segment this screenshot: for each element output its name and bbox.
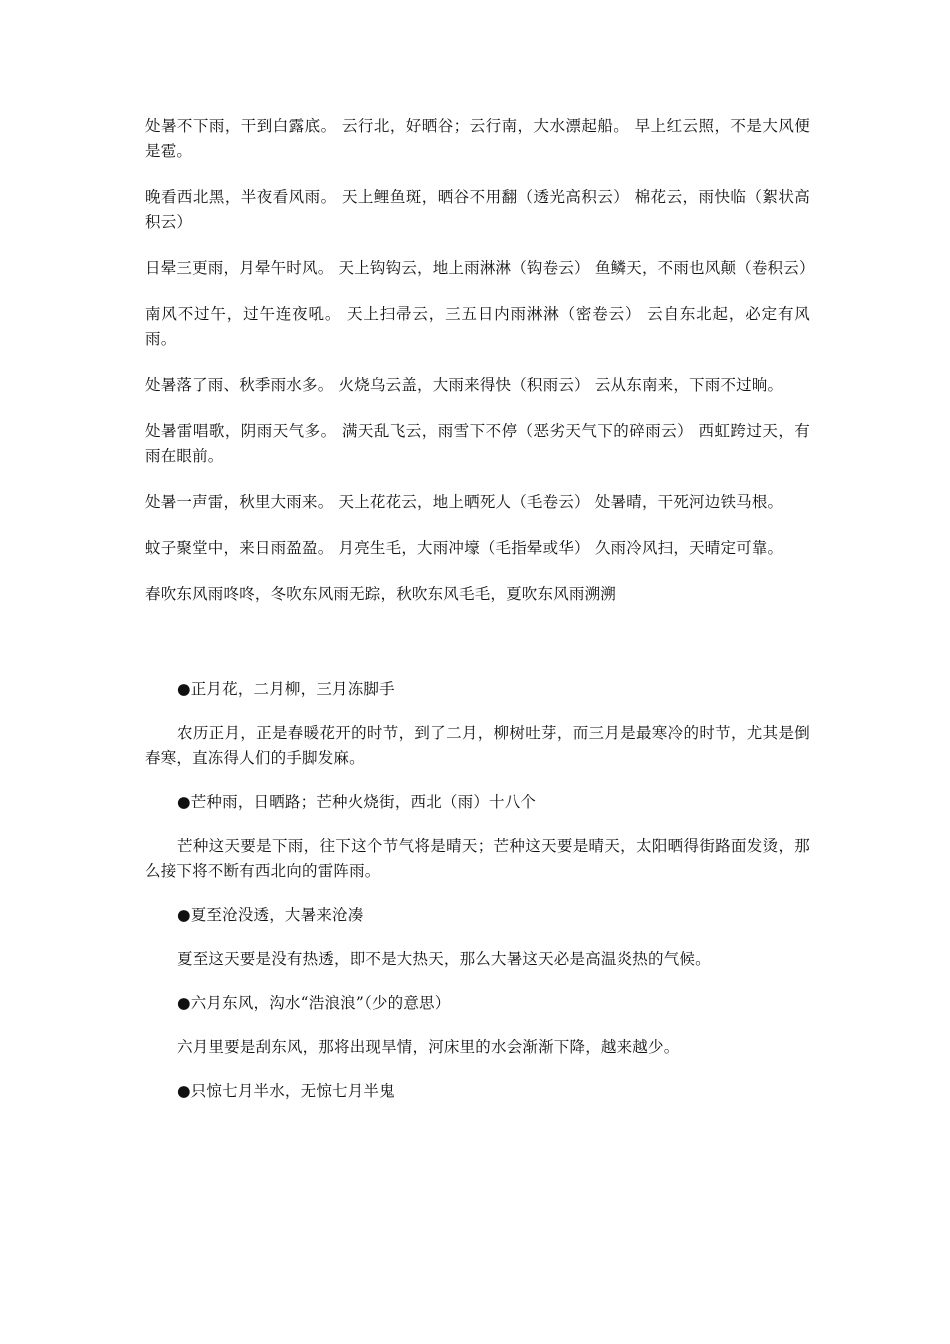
section-explanation: 芒种这天要是下雨，往下这个节气将是晴天；芒种这天要是晴天，太阳晒得街路面发烫，那么接下将不断有西北向的雷阵雨。 [145,837,810,880]
section-heading [145,677,810,702]
proverb-paragraph: 处暑雷唱歌，阴雨天气多。 满天乱飞云，雨雪下不停（恶劣天气下的碎雨云） 西虹跨过天，有雨在眼前。 [145,422,810,465]
proverb-paragraph: 春吹东风雨咚咚，冬吹东风雨无踪，秋吹东风毛毛，夏吹东风雨溯溯 [145,585,617,603]
section-explanation: 六月里要是刮东风，那将出现旱情，河床里的水会渐渐下降，越来越少。 [177,1038,680,1056]
bullet-icon: ● [177,994,191,1012]
proverb-paragraph: 蚊子聚堂中，来日雨盈盈。 月亮生毛，大雨冲壕（毛指晕或华） 久雨冷风扫，天晴定可靠。 [145,539,784,557]
proverb-paragraph: 晚看西北黑，半夜看风雨。 天上鲤鱼斑，晒谷不用翻（透光高积云） 棉花云，雨快临（絮状高积云） [145,188,810,231]
section-heading-text: 只惊七月半水，无惊七月半鬼 [190,1082,395,1100]
section-heading [145,790,810,815]
section-heading-text: 正月花，二月柳，三月冻脚手 [190,680,395,698]
proverb-paragraph: 处暑一声雷，秋里大雨来。 天上花花云，地上晒死人（毛卷云） 处暑晴，干死河边铁马根。 [145,493,784,511]
section-heading-text: 夏至沧没透，大暑来沧凑 [190,906,364,924]
bullet-icon: ● [177,680,191,698]
section-heading-text: 芒种雨，日晒路；芒种火烧街，西北（雨）十八个 [190,793,537,811]
bullet-icon: ● [177,1082,191,1100]
section-heading [145,991,810,1016]
bullet-icon: ● [177,793,191,811]
proverb-paragraph: 南风不过午，过午连夜吼。 天上扫帚云，三五日内雨淋淋（密卷云） 云自东北起，必定有风雨。 [145,305,810,348]
proverb-paragraph: 日晕三更雨，月晕午时风。 天上钩钩云，地上雨淋淋（钩卷云） 鱼鳞天，不雨也风颠（卷积云） [145,259,815,277]
document-page [145,114,815,1104]
section-explanation: 夏至这天要是没有热透，即不是大热天，那么大暑这天必是高温炎热的气候。 [177,950,711,968]
bullet-icon: ● [177,906,191,924]
section-heading-text: 六月东风，沟水“浩浪浪”（少的意思） [190,994,451,1012]
section-explanation: 农历正月，正是春暖花开的时节，到了二月，柳树吐芽，而三月是最寒冷的时节，尤其是倒春寒，直冻得人们的手脚发麻。 [145,724,810,767]
proverb-paragraph: 处暑落了雨、秋季雨水多。 火烧乌云盖，大雨来得快（积雨云） 云从东南来，下雨不过晌。 [145,376,784,394]
section-heading [145,903,810,928]
proverb-paragraph: 处暑不下雨，干到白露底。 云行北，好晒谷；云行南，大水漂起船。 早上红云照，不是大风便是雹。 [145,117,810,160]
section-heading [145,1079,810,1104]
